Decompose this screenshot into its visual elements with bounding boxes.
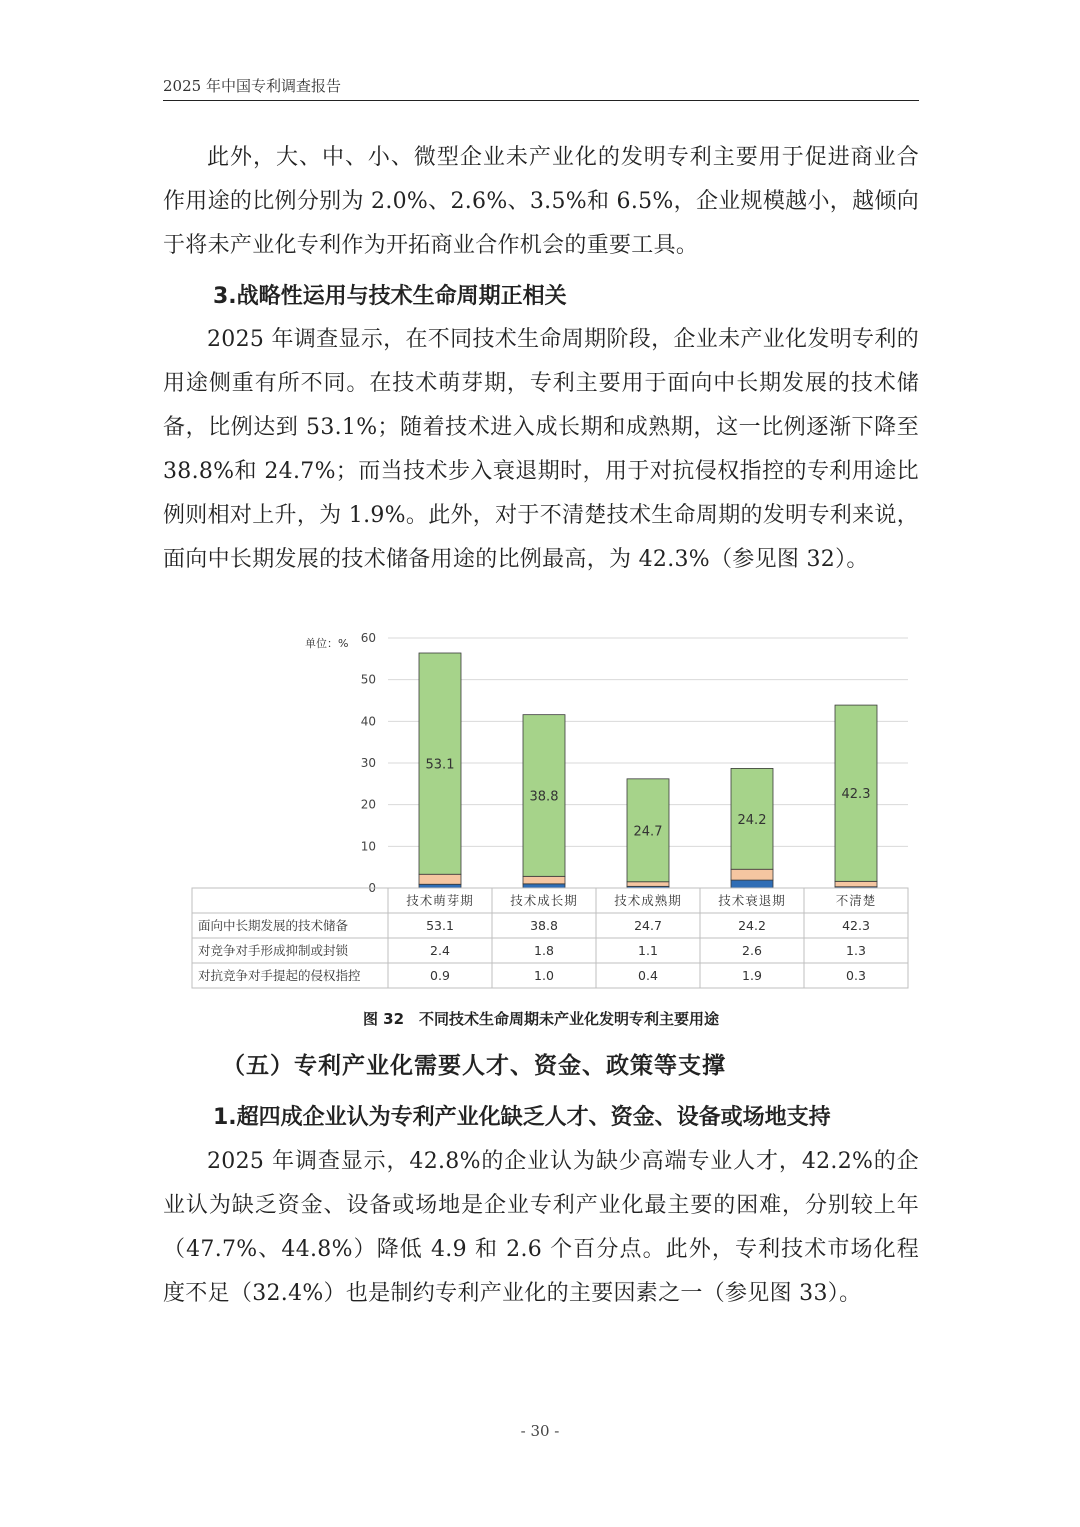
table-row-label: 对抗竞争对手提起的侵权指控 <box>198 968 361 983</box>
page-number: - 30 - <box>520 1422 560 1440</box>
section-heading-3: 3.战略性运用与技术生命周期正相关 <box>213 284 567 309</box>
table-cell-value: 2.6 <box>742 943 762 958</box>
table-cell-value: 1.8 <box>534 943 554 958</box>
bar-value-label: 24.2 <box>737 812 767 828</box>
table-cell-value: 42.3 <box>842 918 870 933</box>
bar-segment <box>523 884 565 888</box>
bar-segment <box>731 869 773 880</box>
table-cell-value: 24.2 <box>738 918 766 933</box>
section-heading-1: 1.超四成企业认为专利产业化缺乏人才、资金、设备或场地支持 <box>213 1105 831 1130</box>
bar-segment <box>835 881 877 886</box>
table-cell-value: 1.9 <box>742 968 762 983</box>
y-tick-label: 20 <box>360 797 376 812</box>
report-header-title: 2025 年中国专利调查报告 <box>163 77 341 95</box>
table-cell-value: 0.3 <box>846 968 866 983</box>
bar-value-label: 24.7 <box>633 824 663 840</box>
x-category-label: 技术成长期 <box>510 893 578 908</box>
paragraph-3: 2025 年调查显示，42.8%的企业认为缺少高端专业人才，42.2%的企业认为缺乏资金、设备或场地是企业专利产业化最主要的困难，分别较上年（47.7%、44.8%）降低 4.9 和 2.6 个百分点。此外，专利技术市场化程度不足（32.4%）也是制约专利产业化的主要因素之一（参见图 33）。 <box>163 1149 919 1306</box>
y-tick-label: 50 <box>360 672 376 687</box>
x-category-label: 技术衰退期 <box>718 893 786 908</box>
paragraph-1: 此外，大、中、小、微型企业未产业化的发明专利主要用于促进商业合作用途的比例分别为 2.0%、2.6%、3.5%和 6.5%，企业规模越小，越倾向于将未产业化专利作为开拓商业合作机会的重要工具。 <box>163 145 919 258</box>
bar-segment <box>523 876 565 884</box>
chart-svg <box>190 625 910 990</box>
chart-unit-label: 单位：% <box>305 637 349 650</box>
table-cell-value: 0.9 <box>430 968 450 983</box>
bar-value-label: 53.1 <box>425 757 455 773</box>
bar-segment <box>419 874 461 884</box>
table-cell-value: 1.1 <box>638 943 658 958</box>
table-cell-value: 2.4 <box>430 943 450 958</box>
table-cell-value: 0.4 <box>638 968 658 983</box>
bar-segment <box>731 880 773 888</box>
table-cell-value: 38.8 <box>530 918 558 933</box>
x-category-label: 技术萌芽期 <box>406 893 474 908</box>
table-cell-value: 1.3 <box>846 943 866 958</box>
x-category-label: 技术成熟期 <box>614 893 682 908</box>
y-tick-label: 30 <box>360 756 376 770</box>
bar-value-label: 42.3 <box>841 787 871 803</box>
lifecycle-usage-chart <box>190 625 910 990</box>
table-cell-value: 1.0 <box>534 968 554 983</box>
table-row-label: 对竞争对手形成抑制或封锁 <box>198 943 349 958</box>
table-cell-value: 53.1 <box>426 918 454 933</box>
y-tick-label: 40 <box>360 714 376 729</box>
y-tick-label: 10 <box>360 839 376 854</box>
y-tick-label: 0 <box>368 881 376 895</box>
table-cell-value: 24.7 <box>634 918 662 933</box>
figure-caption: 图 32 不同技术生命周期未产业化发明专利主要用途 <box>362 1010 720 1028</box>
header-rule <box>163 100 919 101</box>
section-heading-5: （五）专利产业化需要人才、资金、政策等支撑 <box>222 1053 726 1079</box>
x-category-label: 不清楚 <box>835 893 877 908</box>
y-tick-label: 60 <box>360 631 376 645</box>
paragraph-2: 2025 年调查显示，在不同技术生命周期阶段，企业未产业化发明专利的用途侧重有所不同。在技术萌芽期，专利主要用于面向中长期发展的技术储备，比例达到 53.1%；随着技术进入成长期和成熟期，这一比例逐渐下降至 38.8%和 24.7%；而当技术步入衰退期时，用于对抗侵权指控的专利用途比例则相对上升，为 1.9%。此外，对于不清楚技术生命周期的发明专利来说，面向中长期发展的技术储备用途的比例最高，为 42.3%（参见图 32）。 <box>163 327 919 572</box>
bar-segment <box>627 882 669 887</box>
bar-segment <box>419 884 461 888</box>
table-row-label: 面向中长期发展的技术储备 <box>198 918 349 933</box>
bar-value-label: 38.8 <box>529 789 559 805</box>
